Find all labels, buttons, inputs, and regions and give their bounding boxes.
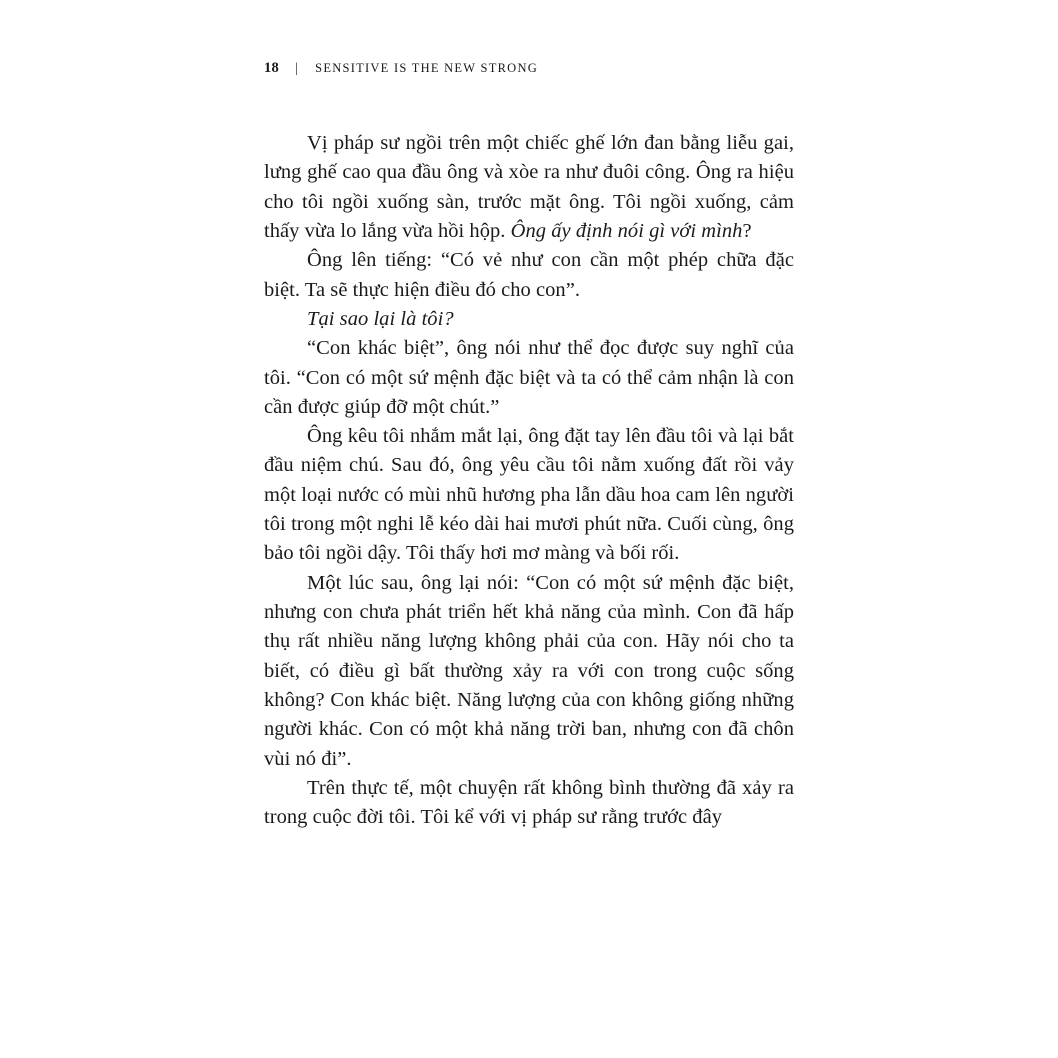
paragraph-6: Một lúc sau, ông lại nói: “Con có một sứ mệnh đặc biệt, nhưng con chưa phát triển hết khả năng của mình. Con đã hấp thụ rất nhiều năng lượng không phải của con. Hãy nói cho ta biết, có điều gì bất thường xảy ra với con trong cuộc sống không? Con khác biệt. Năng lượng của con không giống những người khác. Con có một khả năng trời ban, nhưng con đã chôn vùi nó đi”. <box>264 571 794 770</box>
page-number: 18 <box>264 60 280 76</box>
paragraph-1-tail: ? <box>742 219 752 242</box>
running-head-title: SENSITIVE IS THE NEW STRONG <box>315 61 538 75</box>
paragraph-3: Tại sao lại là tôi? <box>307 307 454 330</box>
paragraph-4: “Con khác biệt”, ông nói như thể đọc được suy nghĩ của tôi. “Con có một sứ mệnh đặc biệt và ta có thể cảm nhận là con cần được giúp đỡ một chút.” <box>264 337 794 418</box>
paragraph-1-italic: Ông ấy định nói gì với mình <box>510 219 743 242</box>
paragraph-1-main: Vị pháp sư ngồi trên một chiếc ghế lớn đan bằng liễu gai, lưng ghế cao qua đầu ông và xòe ra như đuôi công. Ông ra hiệu cho tôi ngồi xuống sàn, trước mặt ông. Tôi ngồi xuống, cảm thấy vừa lo lắng vừa hồi hộp. <box>264 132 794 242</box>
paragraph-1 <box>264 129 794 246</box>
page-content <box>264 60 794 833</box>
paragraph-5: Ông kêu tôi nhắm mắt lại, ông đặt tay lên đầu tôi và lại bắt đầu niệm chú. Sau đó, ông yêu cầu tôi nằm xuống đất rồi vảy một loại nước có mùi nhũ hương pha lẫn dầu hoa cam lên người tôi trong một nghi lễ kéo dài hai mươi phút nữa. Cuối cùng, ông bảo tôi ngồi dậy. Tôi thấy hơi mơ màng và bối rối. <box>264 425 794 565</box>
running-head-separator: | <box>295 61 300 76</box>
running-head <box>264 60 794 77</box>
paragraph-7: Trên thực tế, một chuyện rất không bình thường đã xảy ra trong cuộc đời tôi. Tôi kể với vị pháp sư rằng trước đây <box>264 776 794 829</box>
paragraph-2: Ông lên tiếng: “Có vẻ như con cần một phép chữa đặc biệt. Ta sẽ thực hiện điều đó cho con”. <box>264 249 794 301</box>
body-text <box>264 129 794 833</box>
